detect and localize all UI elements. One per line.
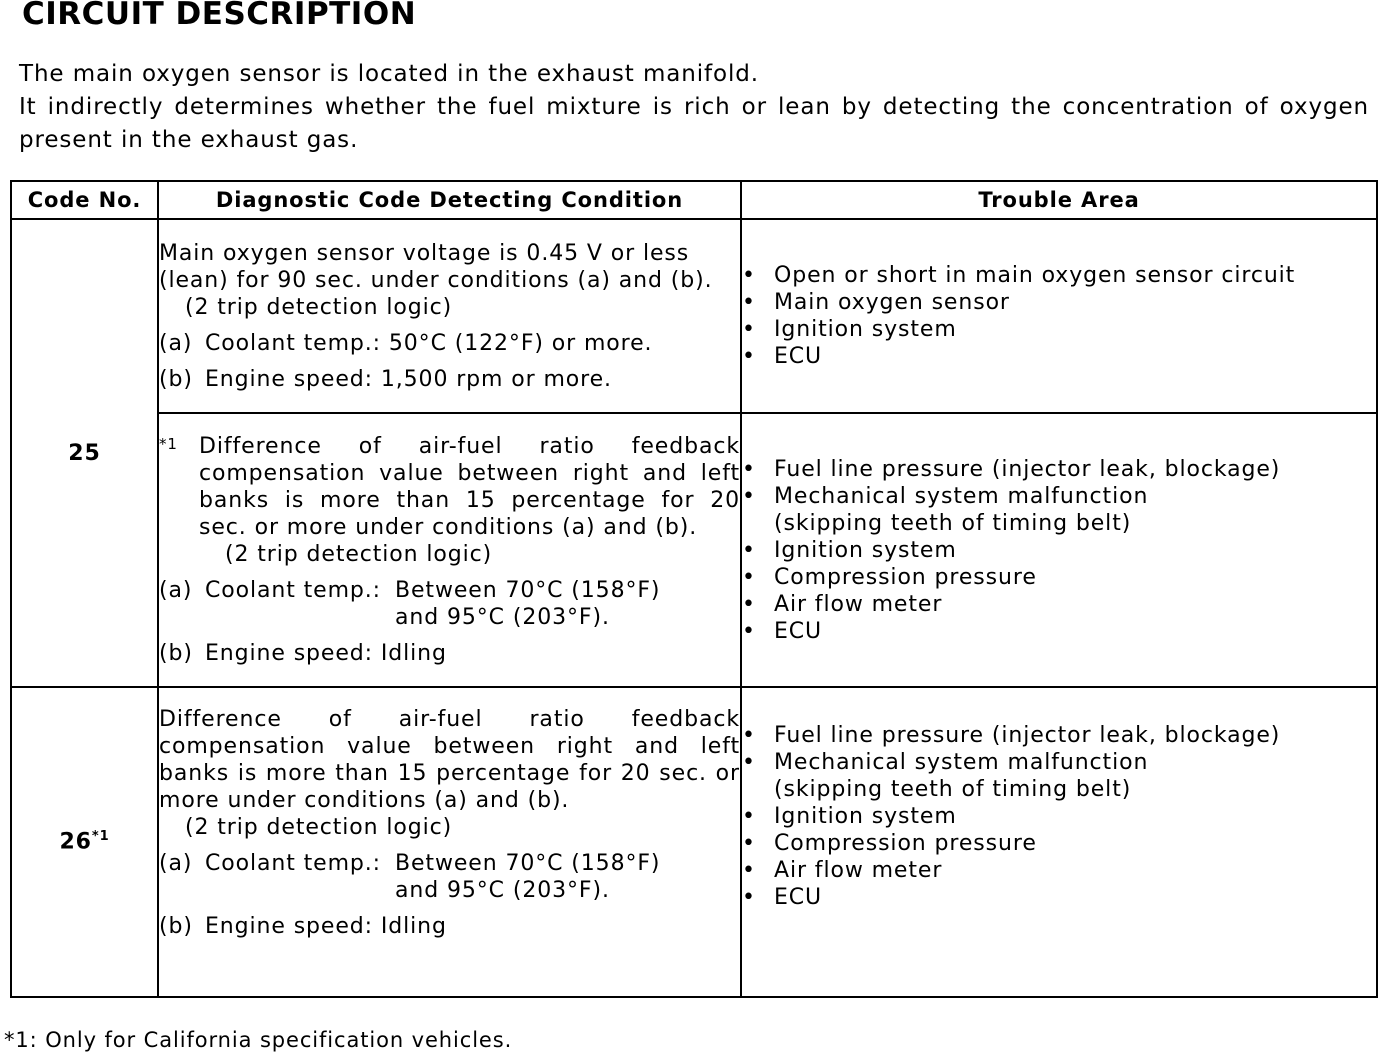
condition-value: Between 70°C (158°F): [395, 851, 661, 876]
header-code-no: Code No.: [11, 181, 158, 219]
condition-description: Difference of air-fuel ratio feedback compensation value between right and left banks is more than 15 percentage for 20 sec. or more under conditions (a) and (b).: [199, 434, 740, 540]
bullet-icon: •: [742, 317, 756, 342]
footnote-text: Only for California specification vehicles.: [45, 1028, 513, 1052]
bullet-icon: •: [742, 564, 756, 590]
diagnostic-code-table: [10, 180, 1378, 998]
table-row: [11, 219, 1377, 413]
list-item: • Ignition system: [742, 804, 957, 829]
header-trouble-area: Trouble Area: [741, 181, 1377, 219]
header-condition: Diagnostic Code Detecting Condition: [158, 181, 741, 219]
code-cell: [11, 687, 158, 997]
list-item: • Main oxygen sensor: [742, 290, 1010, 315]
bullet-icon: •: [742, 591, 756, 617]
list-item: • Ignition system: [742, 317, 957, 342]
condition-key: Coolant temp.:: [205, 578, 381, 603]
list-item: • ECU: [742, 344, 823, 369]
list-item: • Compression pressure: [742, 564, 1037, 590]
bullet-icon: •: [742, 804, 756, 829]
bullet-icon: •: [742, 537, 756, 563]
trouble-area-cell: [741, 687, 1377, 997]
condition-b: [159, 640, 740, 667]
condition-value: and 95°C (203°F).: [395, 605, 610, 630]
page-title: CIRCUIT DESCRIPTION: [22, 0, 417, 32]
list-item: • Mechanical system malfunction: [742, 483, 1149, 509]
list-item: • Air flow meter: [742, 591, 943, 617]
bullet-icon: •: [742, 456, 756, 482]
condition-a: [159, 850, 740, 904]
bullet-icon: •: [742, 885, 756, 910]
condition-text: Engine speed: 1,500 rpm or more.: [205, 366, 612, 392]
condition-a: [159, 577, 740, 631]
list-item: • Mechanical system malfunction: [742, 750, 1149, 775]
intro-text: [19, 58, 1369, 157]
condition-text: Engine speed: Idling: [205, 641, 447, 666]
footnote-mark: *1: [91, 829, 110, 845]
condition-text: Engine speed: Idling: [205, 914, 447, 939]
bullet-icon: •: [742, 290, 756, 315]
bullet-icon: •: [742, 858, 756, 883]
bullet-icon: •: [742, 618, 756, 644]
list-item: • Fuel line pressure (injector leak, blockage): [742, 456, 1281, 482]
trouble-area-list: [742, 722, 1376, 911]
condition-note: [159, 433, 740, 568]
bullet-icon: •: [742, 750, 756, 775]
list-item: • Open or short in main oxygen sensor circuit: [742, 263, 1296, 288]
condition-a: [159, 330, 740, 357]
condition-cell: [158, 413, 741, 687]
detection-logic: (2 trip detection logic): [185, 815, 453, 840]
intro-line-1: The main oxygen sensor is located in the exhaust manifold.: [19, 61, 759, 87]
condition-description: Difference of air-fuel ratio feedback compensation value between right and left banks is more than 15 percentage for 20 sec. or more under conditions (a) and (b).: [159, 707, 740, 813]
list-item: • ECU: [742, 618, 823, 644]
condition-cell: [158, 687, 741, 997]
list-item: • Air flow meter: [742, 858, 943, 883]
intro-line-2: It indirectly determines whether the fuel mixture is rich or lean by detecting the concentration of oxygen present in the exhaust gas.: [19, 94, 1369, 153]
bullet-icon: •: [742, 831, 756, 856]
condition-cell: [158, 219, 741, 413]
condition-key: Coolant temp.:: [205, 851, 381, 876]
list-item: • Compression pressure: [742, 831, 1037, 856]
trouble-area-list: [742, 262, 1376, 370]
bullet-icon: •: [742, 263, 756, 288]
condition-description: Main oxygen sensor voltage is 0.45 V or less (lean) for 90 sec. under conditions (a) and (b).: [159, 240, 713, 293]
bullet-icon: •: [742, 344, 756, 369]
table-row: [11, 413, 1377, 687]
condition-label: (a): [159, 330, 193, 356]
detection-logic: (2 trip detection logic): [185, 294, 453, 320]
detection-logic: (2 trip detection logic): [225, 542, 493, 567]
code-number: 26: [59, 829, 92, 855]
footnote-mark: *1: [159, 435, 178, 453]
list-item: • ECU: [742, 885, 823, 910]
condition-text: Coolant temp.: 50°C (122°F) or more.: [205, 330, 653, 356]
condition-value: Between 70°C (158°F): [395, 578, 661, 603]
condition-label: (a): [159, 851, 193, 876]
trouble-area-cell: [741, 219, 1377, 413]
list-item: • Ignition system: [742, 537, 957, 563]
condition-value: and 95°C (203°F).: [395, 878, 610, 903]
footnote: [4, 1028, 512, 1052]
condition-label: (a): [159, 578, 193, 603]
trouble-area-cell: [741, 413, 1377, 687]
code-cell: [11, 219, 158, 687]
list-item-continuation: (skipping teeth of timing belt): [774, 777, 1132, 802]
bullet-icon: •: [742, 483, 756, 509]
list-item-continuation: (skipping teeth of timing belt): [774, 510, 1132, 536]
bullet-icon: •: [742, 723, 756, 748]
table-row: [11, 687, 1377, 997]
trouble-area-list: [742, 456, 1376, 645]
code-number: 25: [68, 440, 101, 466]
condition-label: (b): [159, 366, 193, 392]
footnote-mark: *1:: [4, 1028, 38, 1052]
table-header-row: [11, 181, 1377, 219]
list-item: • Fuel line pressure (injector leak, blockage): [742, 723, 1281, 748]
condition-b: [159, 913, 740, 940]
condition-b: [159, 366, 740, 393]
condition-label: (b): [159, 641, 193, 666]
condition-label: (b): [159, 914, 193, 939]
